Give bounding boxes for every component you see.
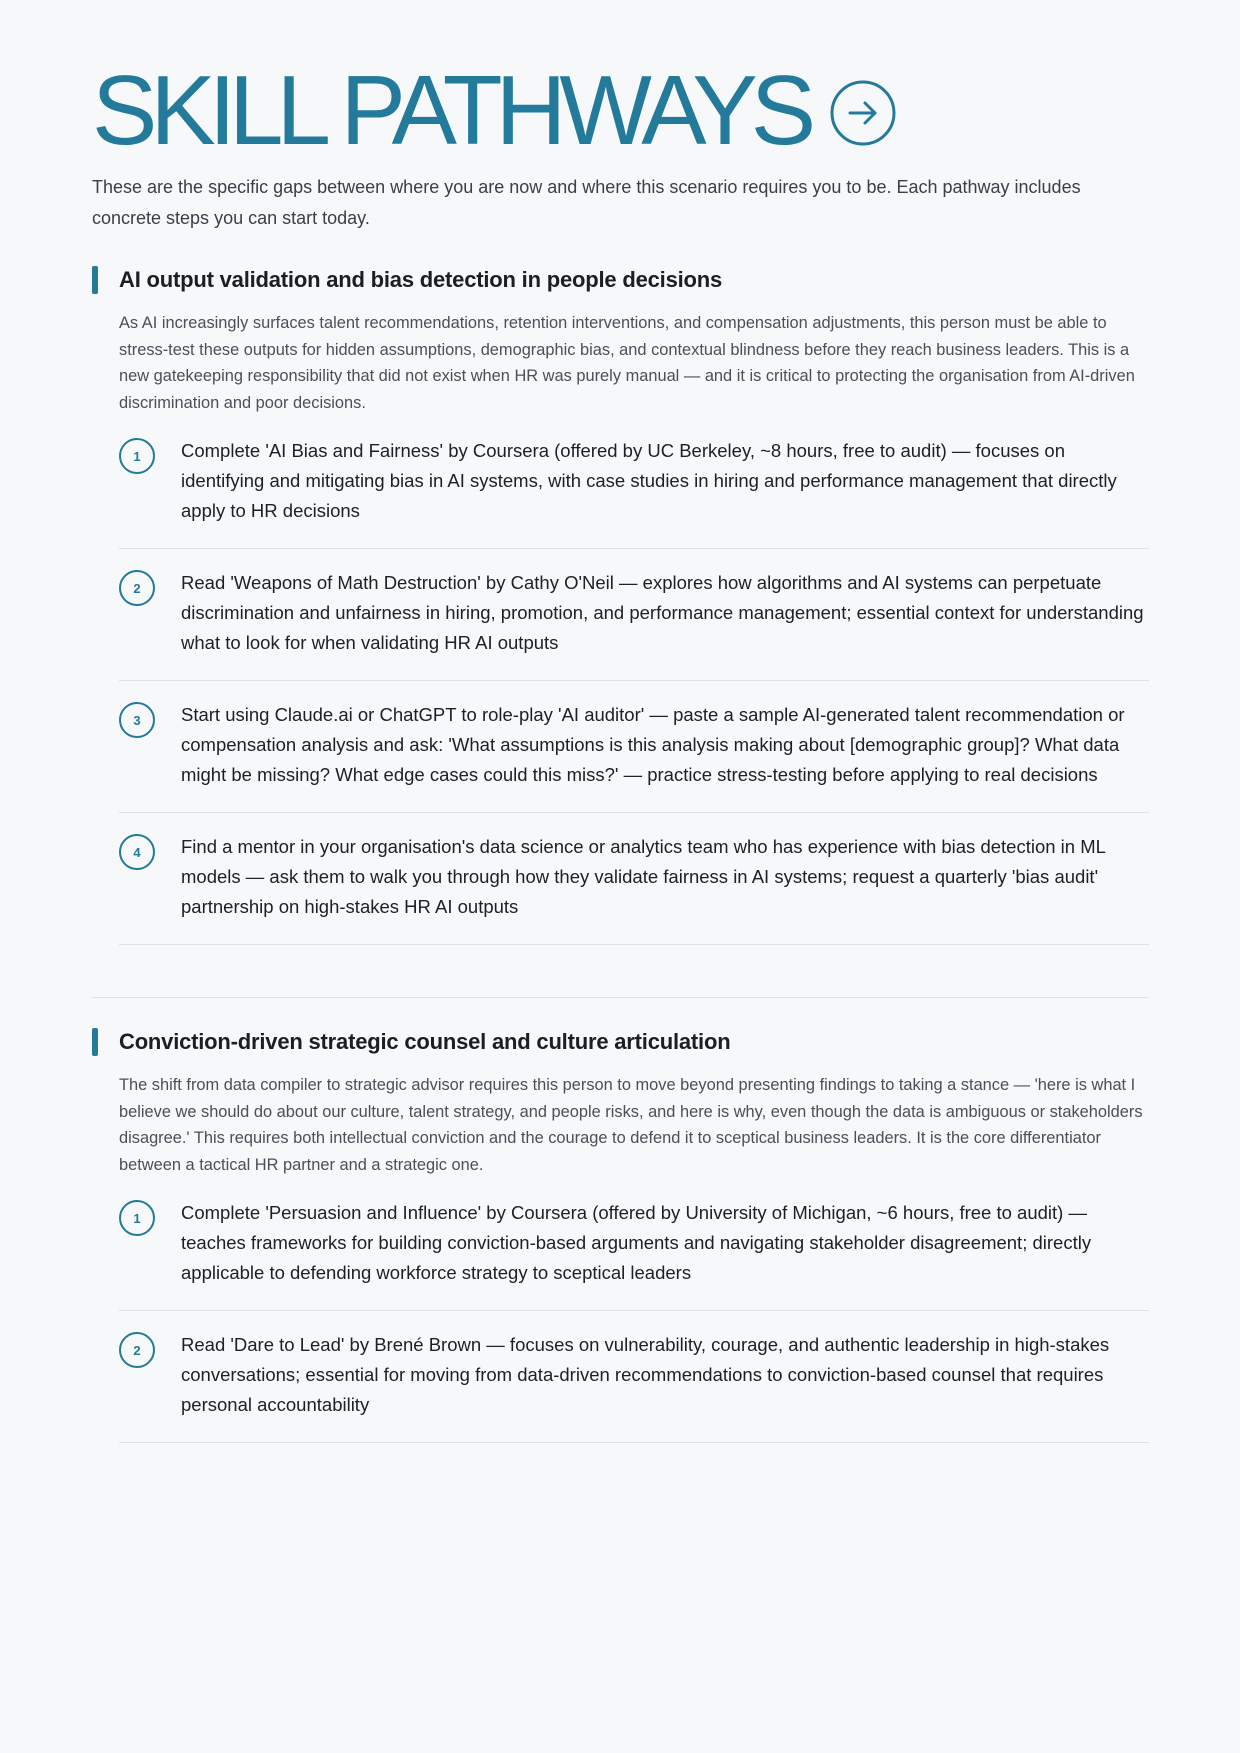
pathway-section	[92, 1026, 1148, 1443]
pathway-title: AI output validation and bias detection in people decisions	[119, 267, 723, 292]
step-number-badge: 2	[119, 1332, 155, 1368]
pathway-accent-bar	[92, 1028, 98, 1056]
pathway-header	[92, 1026, 1148, 1058]
step-text: Complete 'Persuasion and Influence' by Coursera (offered by University of Michigan, ~6 hours, free to audit) — teaches frameworks for building conviction-based arguments and navigating stakeholder disagreement; directly applicable to defending workforce strategy to sceptical leaders	[181, 1202, 1092, 1283]
pathway-header	[92, 264, 1148, 296]
pathway-steps	[119, 426, 1149, 945]
arrow-right-circle-icon[interactable]	[829, 79, 897, 147]
pathway-step	[119, 813, 1149, 945]
pathway-accent-bar	[92, 266, 98, 294]
step-text: Start using Claude.ai or ChatGPT to role-play 'AI auditor' — paste a sample AI-generated talent recommendation or compensation analysis and ask: 'What assumptions is this analysis making about [demographic group]? What data might be missing? What edge cases could this miss?' — practice stress-testing before applying to real decisions	[181, 704, 1125, 785]
step-number-badge: 3	[119, 702, 155, 738]
step-text: Find a mentor in your organisation's data science or analytics team who has experience with bias detection in ML models — ask them to walk you through how they validate fairness in AI systems; request a quarterly 'bias audit' partnership on high-stakes HR AI outputs	[181, 836, 1106, 917]
step-number-badge: 4	[119, 834, 155, 870]
step-text: Read 'Dare to Lead' by Brené Brown — focuses on vulnerability, courage, and authentic leadership in high-stakes conversations; essential for moving from data-driven recommendations to conviction-based counsel that requires personal accountability	[181, 1334, 1110, 1415]
page-title: SKILL PATHWAYS	[92, 55, 810, 165]
pathway-step	[119, 1188, 1149, 1311]
pathway-title: Conviction-driven strategic counsel and culture articulation	[119, 1029, 731, 1054]
pathway-section	[92, 264, 1148, 945]
pathway-step	[119, 681, 1149, 813]
section-divider	[92, 997, 1148, 998]
pathway-steps	[119, 1188, 1149, 1443]
step-number-badge: 1	[119, 438, 155, 474]
title-row	[92, 0, 1148, 165]
step-number-badge: 1	[119, 1200, 155, 1236]
pathway-step	[119, 426, 1149, 549]
step-text: Read 'Weapons of Math Destruction' by Cathy O'Neil — explores how algorithms and AI systems can perpetuate discrimination and unfairness in hiring, promotion, and performance management; essential context for understanding what to look for when validating HR AI outputs	[181, 572, 1144, 653]
pathway-description: The shift from data compiler to strategic advisor requires this person to move beyond presenting findings to taking a stance — 'here is what I believe we should do about our culture, talent strategy, and people risks, and here is why, even though the data is ambiguous or stakeholders disagree.' This requires both intellectual conviction and the courage to defend it to sceptical business leaders. It is the core differentiator between a tactical HR partner and a strategic one.	[119, 1076, 1143, 1174]
page-intro: These are the specific gaps between where you are now and where this scenario requires you to be. Each pathway includes concrete steps you can start today.	[92, 177, 1081, 228]
pathway-description: As AI increasingly surfaces talent recommendations, retention interventions, and compensation adjustments, this person must be able to stress-test these outputs for hidden assumptions, demographic bias, and contextual blindness before they reach business leaders. This is a new gatekeeping responsibility that did not exist when HR was purely manual — and it is critical to protecting the organisation from AI-driven discrimination and poor decisions.	[119, 314, 1135, 412]
pathway-step	[119, 1311, 1149, 1443]
pathway-step	[119, 549, 1149, 681]
step-text: Complete 'AI Bias and Fairness' by Coursera (offered by UC Berkeley, ~8 hours, free to audit) — focuses on identifying and mitigating bias in AI systems, with case studies in hiring and performance management that directly apply to HR decisions	[181, 440, 1117, 521]
step-number-badge: 2	[119, 570, 155, 606]
